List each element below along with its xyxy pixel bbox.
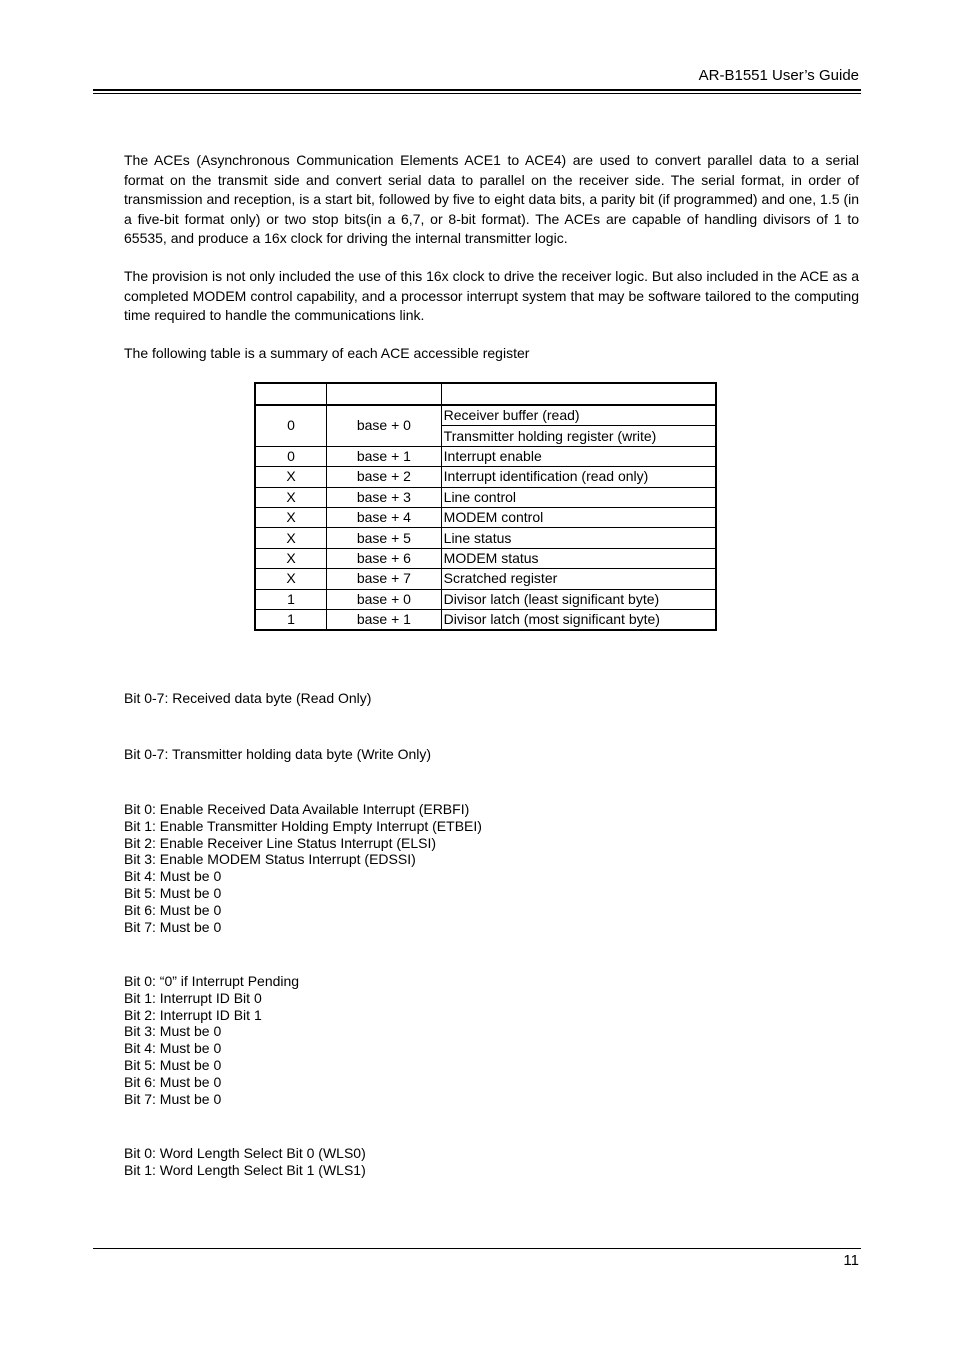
table-cell-dlab: X	[255, 507, 327, 527]
table-row	[255, 487, 716, 507]
table-header-row	[255, 383, 716, 405]
bit-description: Bit 0: Enable Received Data Available Interrupt (ERBFI)	[124, 801, 470, 817]
intro-paragraph-2: The provision is not only included the use of this 16x clock to drive the receiver logic. But also included in the ACE as a completed MODEM control capability, and a processor interrupt system that may be software tailored to the computing time required to handle the communications link.	[124, 268, 859, 323]
bit-description: Bit 7: Must be 0	[124, 1090, 222, 1107]
table-cell-dlab: X	[255, 569, 327, 589]
table-cell-register: Scratched register	[441, 569, 716, 589]
table-row	[255, 446, 716, 466]
bit-description: Bit 2: Enable Receiver Line Status Interrupt (ELSI)	[124, 834, 437, 851]
table-row	[255, 507, 716, 527]
bit-description: Bit 1: Word Length Select Bit 1 (WLS1)	[124, 1161, 366, 1178]
footer-rule	[93, 1248, 861, 1249]
table-cell-register: Divisor latch (most significant byte)	[441, 609, 716, 630]
table-row	[255, 589, 716, 609]
bit-description: Bit 0: “0” if Interrupt Pending	[124, 973, 300, 989]
bit-description: Bit 1: Enable Transmitter Holding Empty Interrupt (ETBEI)	[124, 817, 482, 834]
table-cell-port: base + 2	[327, 467, 442, 487]
table-row	[255, 609, 716, 630]
table-header-cell	[255, 383, 327, 405]
bit-description: Bit 2: Interrupt ID Bit 1	[124, 1006, 262, 1023]
table-cell-register: MODEM status	[441, 548, 716, 568]
page-number: 11	[843, 1252, 859, 1269]
bit-description: Bit 0: Word Length Select Bit 0 (WLS0)	[124, 1145, 366, 1161]
bit-description: Bit 7: Must be 0	[124, 918, 222, 935]
register-table	[254, 382, 717, 631]
bit-description: Bit 6: Must be 0	[124, 1073, 222, 1090]
table-cell-port: base + 0	[327, 589, 442, 609]
bit-description: Bit 4: Must be 0	[124, 1040, 222, 1057]
bit-description: Bit 3: Must be 0	[124, 1023, 222, 1040]
receiver-buffer-bits	[124, 690, 371, 707]
header-rule	[93, 89, 861, 91]
bit-description: Bit 0-7: Received data byte (Read Only)	[124, 690, 372, 706]
table-cell-port: base + 6	[327, 548, 442, 568]
table-row	[255, 467, 716, 487]
interrupt-enable-bits	[124, 801, 482, 935]
bit-description: Bit 5: Must be 0	[124, 1056, 222, 1073]
table-cell-register: Interrupt enable	[441, 446, 716, 466]
table-cell-register: Line control	[441, 487, 716, 507]
intro-paragraph-1: The ACEs (Asynchronous Communication Elements ACE1 to ACE4) are used to convert parallel data to a serial format on the transmit side and convert serial data to parallel on the receiver side. The serial format, in order of transmission and reception, is a start bit, followed by five to eight data bits, a parity bit (if programmed) and one, 1.5 (in a five-bit format only) or two stop bits(in a 6,7, or 8-bit format). The ACEs are capable of handling divisors of 1 to 65535, and produce a 16x clock for driving the internal transmitter logic.	[124, 152, 859, 246]
table-cell-register: Receiver buffer (read)	[441, 405, 716, 426]
table-cell-dlab: 0	[255, 405, 327, 446]
table-cell-dlab: X	[255, 487, 327, 507]
document-title: AR-B1551 User’s Guide	[698, 67, 859, 84]
table-cell-dlab: 0	[255, 446, 327, 466]
table-cell-register: Transmitter holding register (write)	[441, 426, 716, 446]
bit-description: Bit 5: Must be 0	[124, 884, 222, 901]
table-cell-dlab: X	[255, 467, 327, 487]
table-cell-port: base + 1	[327, 609, 442, 630]
table-cell-dlab: X	[255, 548, 327, 568]
table-cell-register: Line status	[441, 528, 716, 548]
table-cell-register: MODEM control	[441, 507, 716, 527]
table-cell-port: base + 0	[327, 405, 442, 446]
transmitter-holding-bits	[124, 746, 431, 763]
table-row	[255, 569, 716, 589]
table-cell-dlab: X	[255, 528, 327, 548]
table-cell-port: base + 5	[327, 528, 442, 548]
line-control-bits	[124, 1145, 366, 1179]
table-header-cell	[327, 383, 442, 405]
bit-description: Bit 6: Must be 0	[124, 901, 222, 918]
table-row	[255, 405, 716, 426]
bit-description: Bit 1: Interrupt ID Bit 0	[124, 989, 262, 1006]
table-cell-dlab: 1	[255, 609, 327, 630]
table-cell-register: Divisor latch (least significant byte)	[441, 589, 716, 609]
bit-description: Bit 4: Must be 0	[124, 868, 222, 885]
table-cell-port: base + 7	[327, 569, 442, 589]
bit-description: Bit 3: Enable MODEM Status Interrupt (EDSSI)	[124, 851, 416, 868]
table-cell-port: base + 4	[327, 507, 442, 527]
table-cell-dlab: 1	[255, 589, 327, 609]
table-cell-port: base + 1	[327, 446, 442, 466]
table-cell-register: Interrupt identification (read only)	[441, 467, 716, 487]
table-row	[255, 528, 716, 548]
table-row	[255, 548, 716, 568]
table-header-cell	[441, 383, 716, 405]
header-rule-thin	[93, 93, 861, 94]
bit-description: Bit 0-7: Transmitter holding data byte (Write Only)	[124, 746, 432, 762]
interrupt-id-bits	[124, 973, 299, 1107]
intro-paragraph-3: The following table is a summary of each ACE accessible register	[124, 345, 530, 361]
table-cell-port: base + 3	[327, 487, 442, 507]
